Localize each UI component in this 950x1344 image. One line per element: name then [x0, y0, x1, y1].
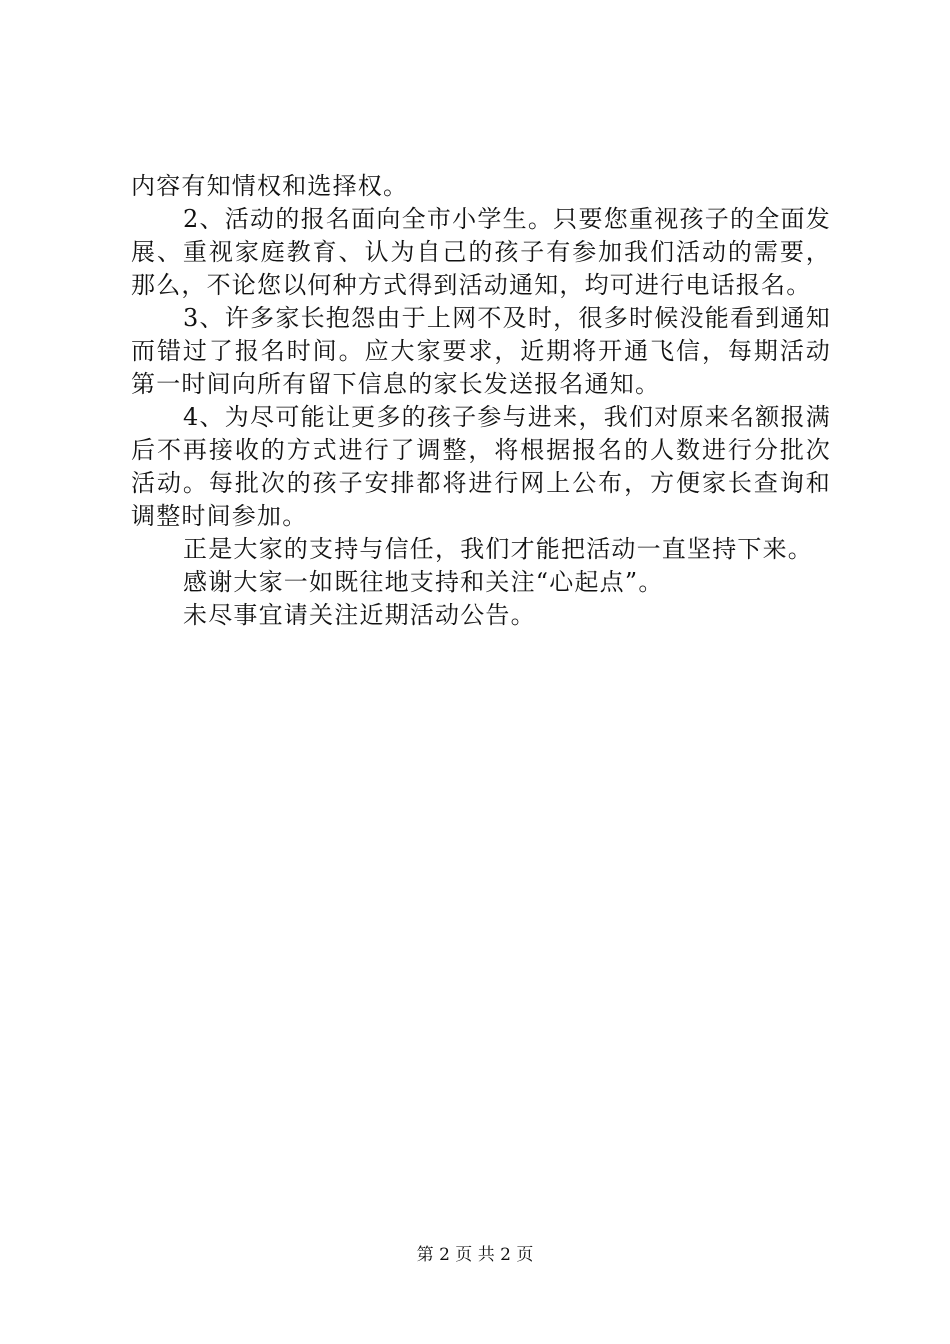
paragraph-continuation: 内容有知情权和选择权。	[131, 172, 409, 200]
paragraph-thanks-attention: 感谢大家一如既往地支持和关注“心起点”。	[183, 568, 664, 596]
paragraph-closing: 未尽事宜请关注近期活动公告。	[183, 601, 536, 629]
document-body	[131, 170, 831, 632]
page-footer: 第 2 页 共 2 页	[416, 1245, 534, 1265]
paragraph-item-2: 2、活动的报名面向全市小学生。只要您重视孩子的全面发展、重视家庭教育、认为自己的孩子有参加我们活动的需要，那么，不论您以何种方式得到活动通知，均可进行电话报名。	[131, 205, 831, 299]
paragraph-thanks-support: 正是大家的支持与信任，我们才能把活动一直坚持下来。	[183, 535, 813, 563]
paragraph-item-4: 4、为尽可能让更多的孩子参与进来，我们对原来名额报满后不再接收的方式进行了调整，将根据报名的人数进行分批次活动。每批次的孩子安排都将进行网上公布，方便家长查询和调整时间参加。	[131, 403, 831, 530]
paragraph-item-3: 3、许多家长抱怨由于上网不及时，很多时候没能看到通知而错过了报名时间。应大家要求，近期将开通飞信，每期活动第一时间向所有留下信息的家长发送报名通知。	[131, 304, 831, 398]
